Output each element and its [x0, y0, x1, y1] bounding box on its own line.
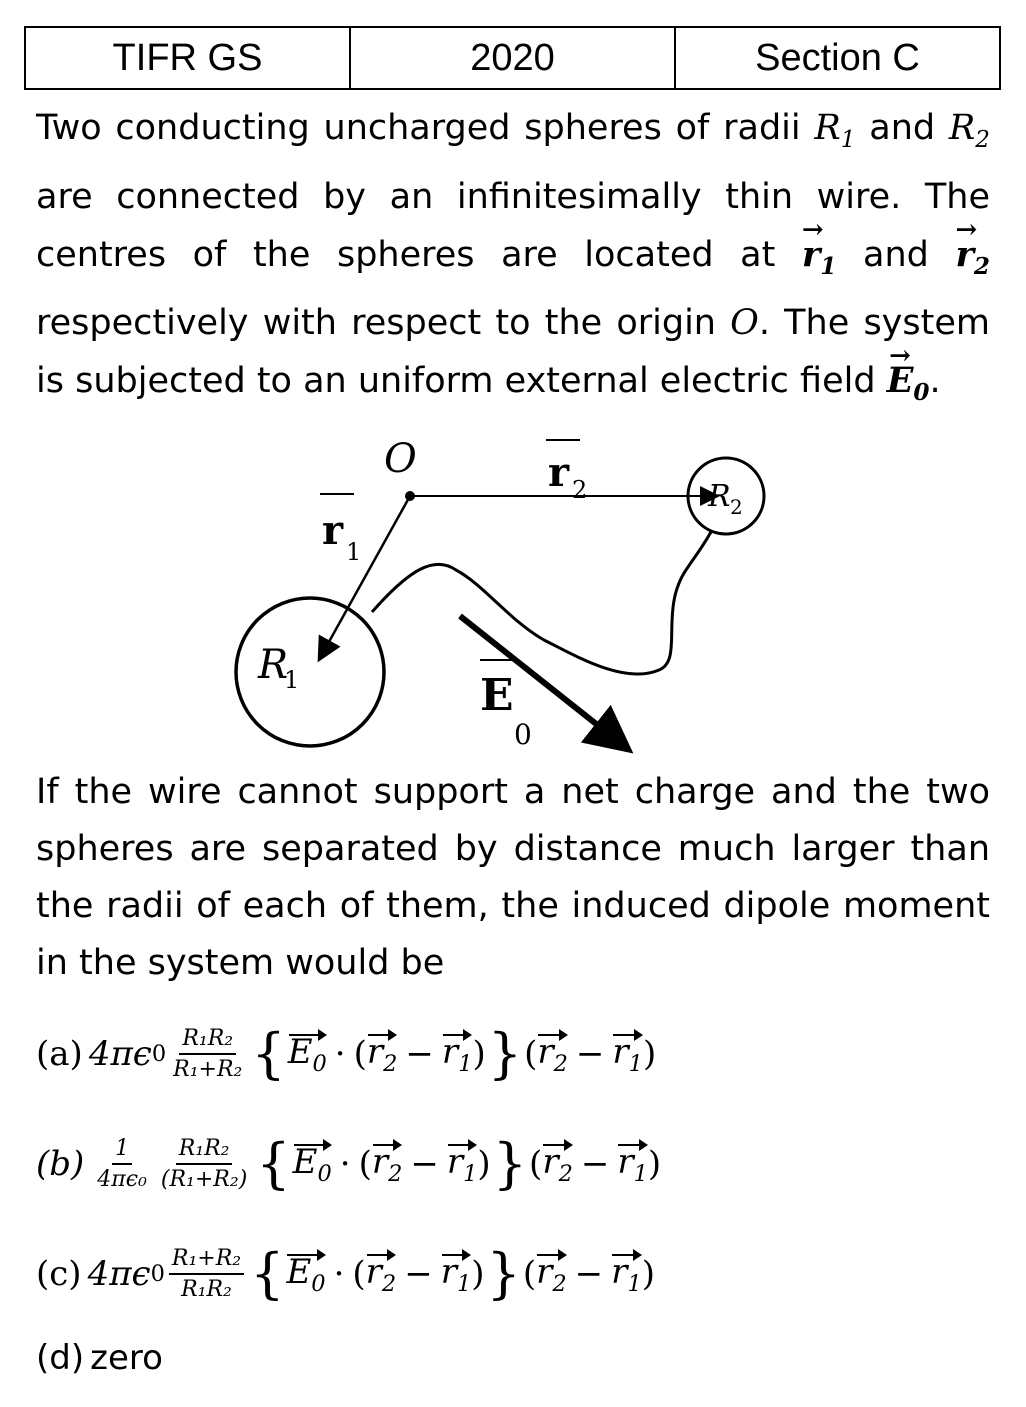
svg-text:2: 2 [730, 495, 743, 519]
fig-E0-label [480, 660, 532, 751]
q-origin: O [730, 303, 759, 343]
question-text [36, 100, 990, 421]
q-radius-2: $R_2$ [948, 108, 990, 153]
header-section: Section C [674, 28, 999, 88]
header-year: 2020 [349, 28, 674, 88]
q-text-6: . The system is subjected to an uniform external electric field [36, 303, 990, 401]
svg-text:R: R [258, 642, 289, 688]
q-text-4: and [863, 235, 929, 275]
option-d[interactable]: (d) zero [36, 1338, 163, 1378]
header-exam: TIFR GS [112, 36, 263, 79]
fig-R1-label [257, 642, 299, 694]
fig-r1-label [320, 494, 361, 566]
svg-text:R: R [708, 479, 731, 514]
svg-text:r: r [548, 449, 570, 496]
option-c[interactable]: (c) 4πϵ 0 $\frac{\text{R₁+R₂}}{\text{R₁R₂}}$ { $E_0$ · ( $r_2$ − $r_1$ ) } ( $r_2$ − $r_1$ ) [36, 1242, 655, 1305]
fig-R2-label [707, 479, 743, 519]
sphere-diagram [224, 420, 784, 760]
q-radius-1: $R_1$ [814, 108, 856, 153]
q-text-7: . [929, 361, 941, 401]
q-text-1: Two conducting uncharged spheres of radii [36, 108, 801, 148]
fig-r2-label [546, 440, 587, 504]
option-a[interactable]: (a) 4πϵ 0 $\frac{\text{R₁R₂}}{\text{R₁+R₂}}$ { $E_0$ · ( $r_2$ − $r_1$ ) } ( $r_2$ − $r_1$ ) [36, 1022, 657, 1085]
q-text-5: respectively with respect to the origin [36, 303, 716, 343]
svg-text:2: 2 [572, 476, 588, 504]
svg-text:1: 1 [284, 666, 300, 694]
q-vector-r2: → $r_2$ [955, 234, 990, 275]
svg-text:0: 0 [514, 718, 532, 751]
header-table [24, 26, 1001, 90]
question-followup: If the wire cannot support a net charge and the two spheres are separated by distance much larger than the radii of each of them, the induced dipole moment in the system would be [36, 772, 990, 983]
option-b[interactable]: (b) $\frac{1}{\text{4πϵ₀}}$ $\frac{\text{R₁R₂}}{\text{(R₁+R₂)}}$ { $E_0$ · ( $r_2$ − $r_1$ ) } ( $r_2$ − $r_1$ ) [36, 1132, 662, 1195]
q-text-3: are connected by an infinitesimally thin wire. The centres of the spheres are located at [36, 177, 990, 275]
svg-text:1: 1 [346, 538, 362, 566]
fig-origin-label: O [384, 436, 417, 482]
svg-text:E: E [480, 670, 514, 721]
q-text-2: and [869, 108, 936, 148]
q-field: → $E_0$ [887, 360, 930, 401]
q-vector-r1: → $r_1$ [802, 234, 837, 275]
svg-text:r: r [322, 507, 344, 554]
connecting-wire [372, 530, 712, 674]
